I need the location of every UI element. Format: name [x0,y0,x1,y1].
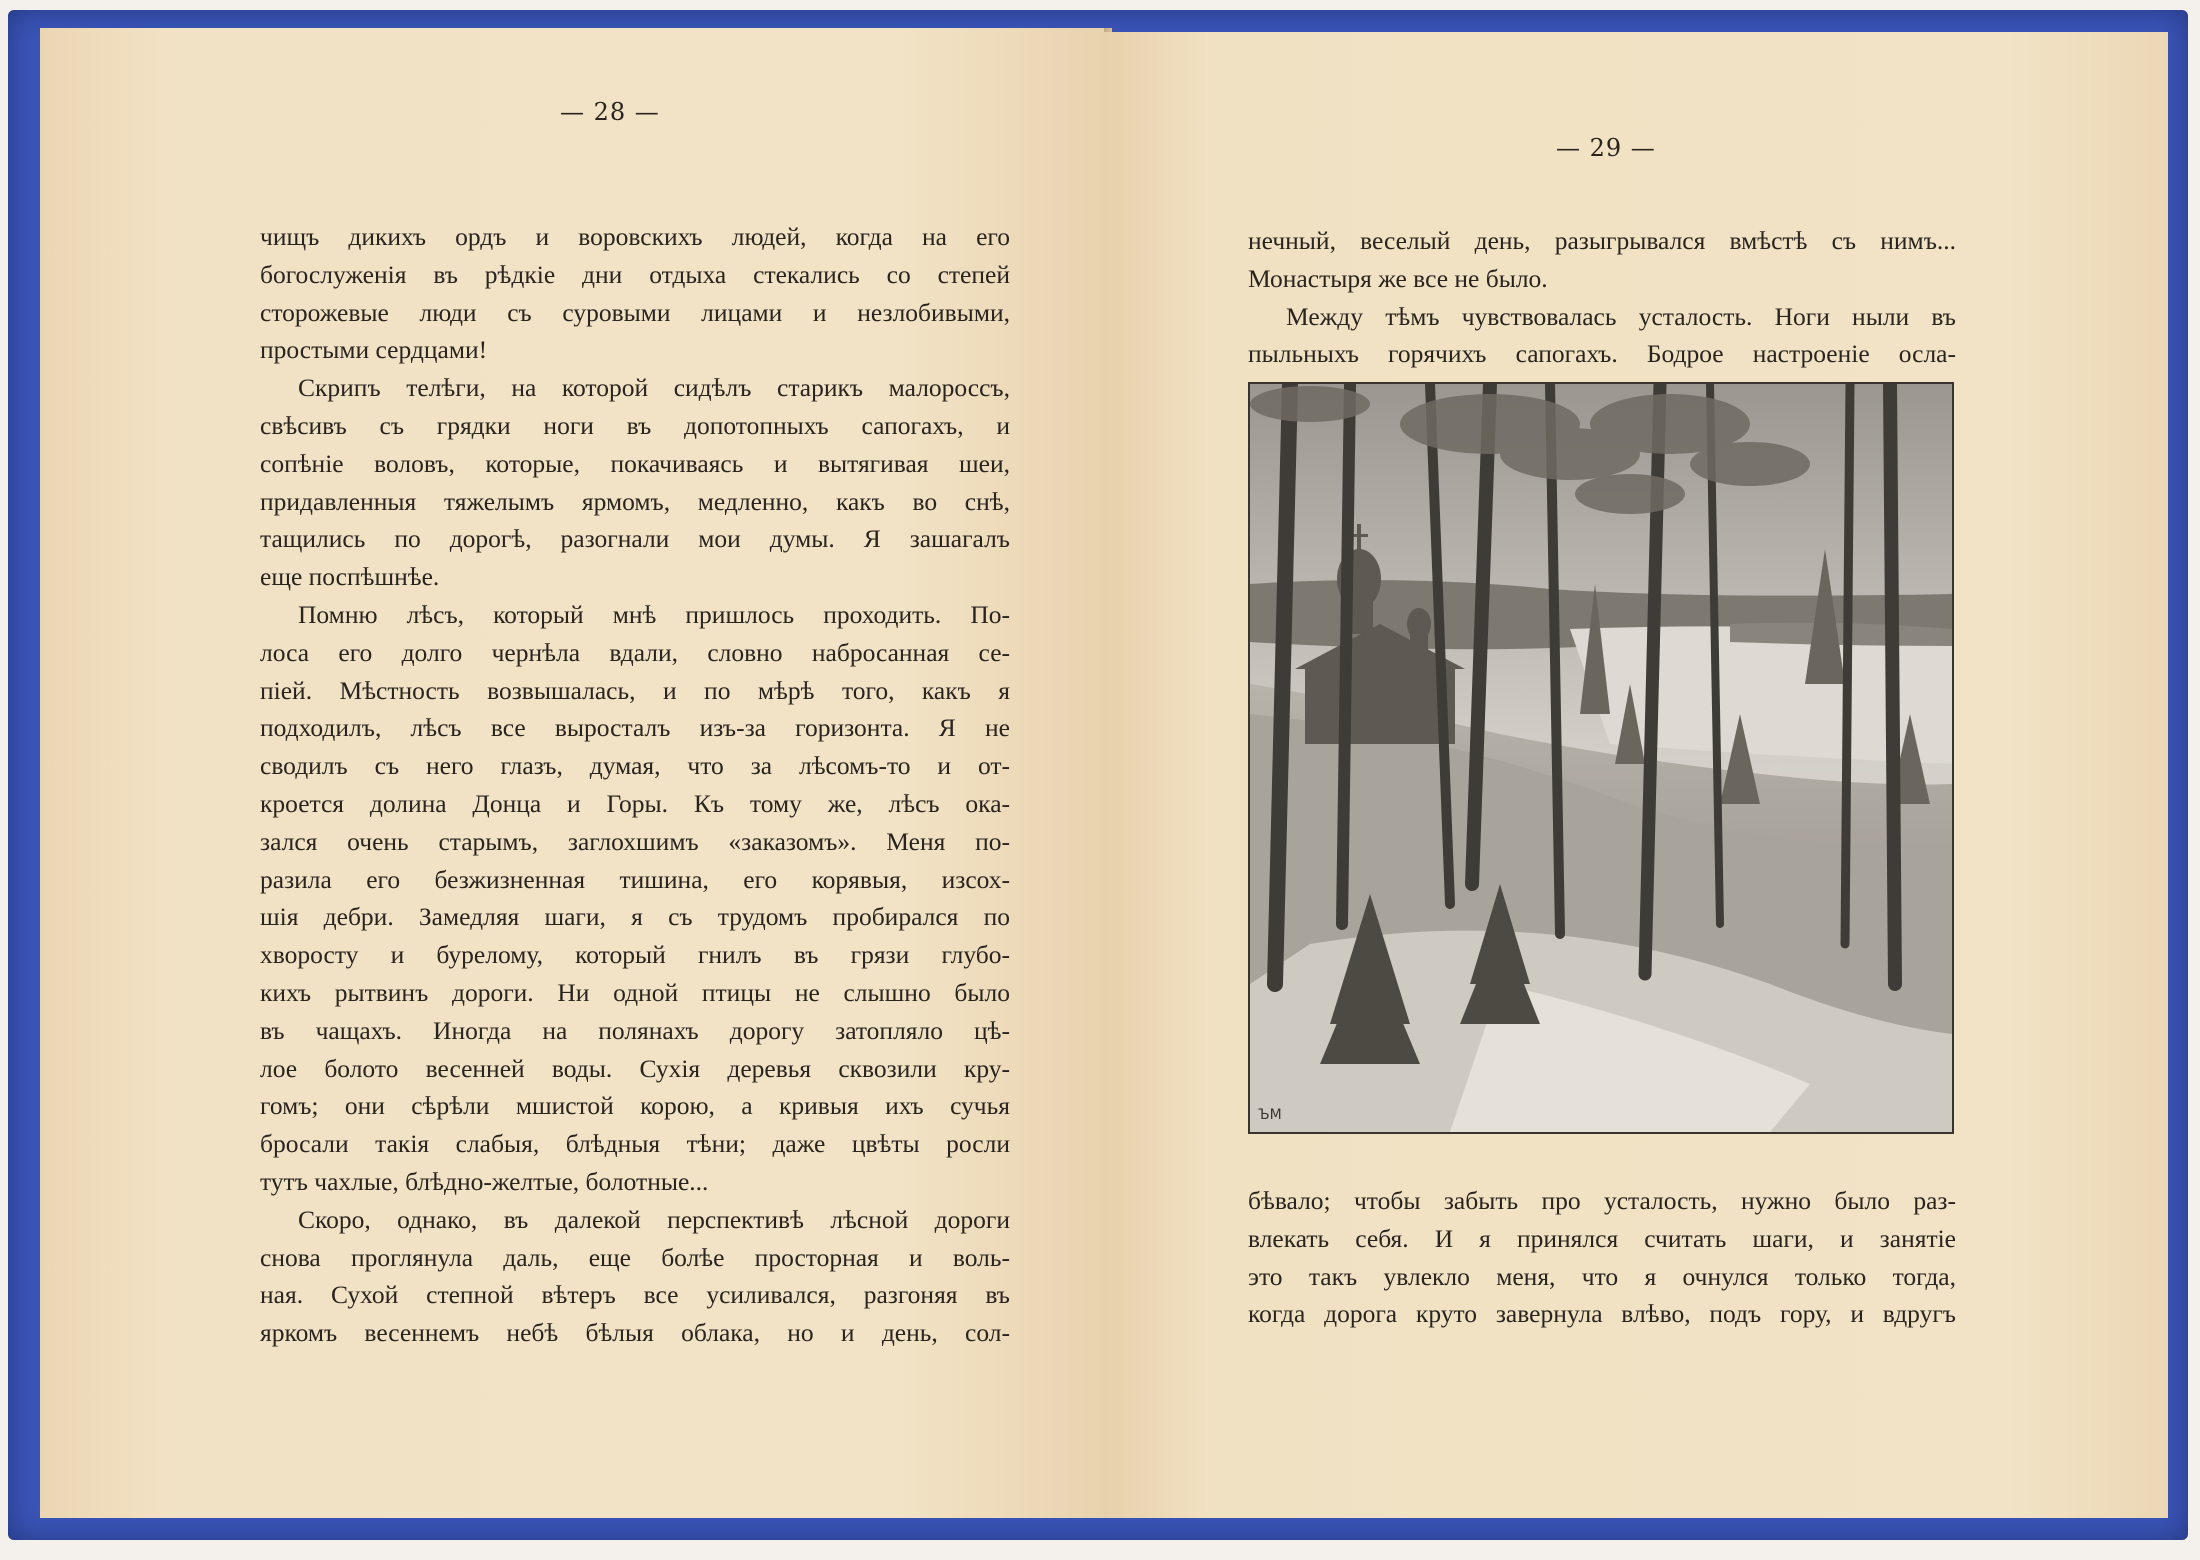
text-line: влекать себя. И я принялся считать шаги, и занятіе [1248,1223,1956,1253]
text-line: сторожевые люди съ суровыми лицами и незлобивыми, [260,297,1010,327]
text-line: хворосту и бурелому, который гнилъ въ грязи глубо- [260,940,1010,970]
svg-text:ЪМ: ЪМ [1258,1107,1282,1123]
text-line: лоса его долго чернѣла вдали, словно набросанная се- [260,637,1010,667]
text-line: гомъ; они сѣрѣли мшистой корою, а кривыя ихъ сучья [260,1091,1010,1121]
text-line: тутъ чахлые, блѣдно-желтые, болотные... [260,1166,709,1196]
right-page-text-top [1248,222,1956,373]
right-page-text-bottom [1248,1182,1956,1333]
text-line: когда дорога круто завернула влѣво, подъ гору, и вдругъ [1248,1299,1956,1329]
text-line: ная. Сухой степной вѣтеръ все усиливался, разгоняя въ [260,1280,1010,1310]
text-line: шія дебри. Замедляя шаги, я съ трудомъ пробирался по [260,902,1010,932]
text-line: придавленныя тяжелымъ ярмомъ, медленно, какъ во снѣ, [260,486,1010,516]
text-line: бѣвало; чтобы забыть про усталость, нужно было раз- [1248,1186,1956,1215]
text-line: Монастыря же все не было. [1248,263,1548,293]
text-line: еще поспѣшнѣе. [260,562,440,592]
text-line: Между тѣмъ чувствовалась усталость. Ноги ныли въ [1286,301,1956,331]
text-line: бросали такія слабыя, блѣдныя тѣни; даже цвѣты росли [260,1129,1010,1159]
right-page-number: — 29 — [1556,134,1656,162]
text-line: кихъ рытвинъ дороги. Ни одной птицы не слышно было [260,977,1010,1007]
left-page-text [260,218,1010,1352]
right-page [1104,32,2168,1518]
text-line: зался очень старымъ, заглохшимъ «заказомъ». Меня по- [260,826,1010,856]
text-line: сопѣніе воловъ, которые, покачиваясь и вытягивая шеи, [260,448,1010,478]
text-line: сводилъ съ него глазъ, думая, что за лѣсомъ-то и от- [260,751,1010,781]
text-line: простыми сердцами! [260,335,488,365]
text-line: свѣсивъ съ грядки ноги въ допотопныхъ сапогахъ, и [260,410,1010,440]
text-line: разила его безжизненная тишина, его корявыя, изсох- [260,864,1010,894]
left-page-number: — 28 — [560,98,660,126]
text-line: Скоро, однако, въ далекой перспективѣ лѣсной дороги [298,1204,1010,1234]
text-line: снова проглянула даль, еще болѣе просторная и воль- [260,1242,1010,1272]
forest-church-illustration [1248,382,1954,1134]
text-line: Скрипъ телѣги, на которой сидѣлъ старикъ малороссъ, [298,373,1010,403]
text-line: Помню лѣсъ, который мнѣ пришлось проходить. По- [298,599,1010,629]
text-line: лое болото весенней воды. Сухія деревья сквозили кру- [260,1053,1010,1083]
left-page [40,28,1112,1518]
text-line: богослуженія въ рѣдкіе дни отдыха стекались со степей [260,259,1010,289]
text-line: чищъ дикихъ ордъ и воровскихъ людей, когда на его [260,222,1010,251]
text-line: тащились по дорогѣ, разогнали мои думы. Я зашагалъ [260,524,1010,554]
text-line: въ чащахъ. Иногда на полянахъ дорогу затопляло цѣ- [260,1015,1010,1045]
text-line: это такъ увлекло меня, что я очнулся только тогда, [1248,1261,1956,1291]
text-line: кроется долина Донца и Горы. Къ тому же, лѣсъ ока- [260,788,1010,818]
text-line: пыльныхъ горячихъ сапогахъ. Бодрое настроеніе осла- [1248,339,1956,369]
text-line: піей. Мѣстность возвышалась, и по мѣрѣ того, какъ я [260,675,1010,705]
text-line: подходилъ, лѣсъ все выросталъ изъ-за горизонта. Я не [260,713,1010,743]
text-line: яркомъ весеннемъ небѣ бѣлыя облака, но и день, сол- [260,1318,1010,1348]
text-line: нечный, веселый день, разыгрывался вмѣстѣ съ нимъ... [1248,226,1956,255]
